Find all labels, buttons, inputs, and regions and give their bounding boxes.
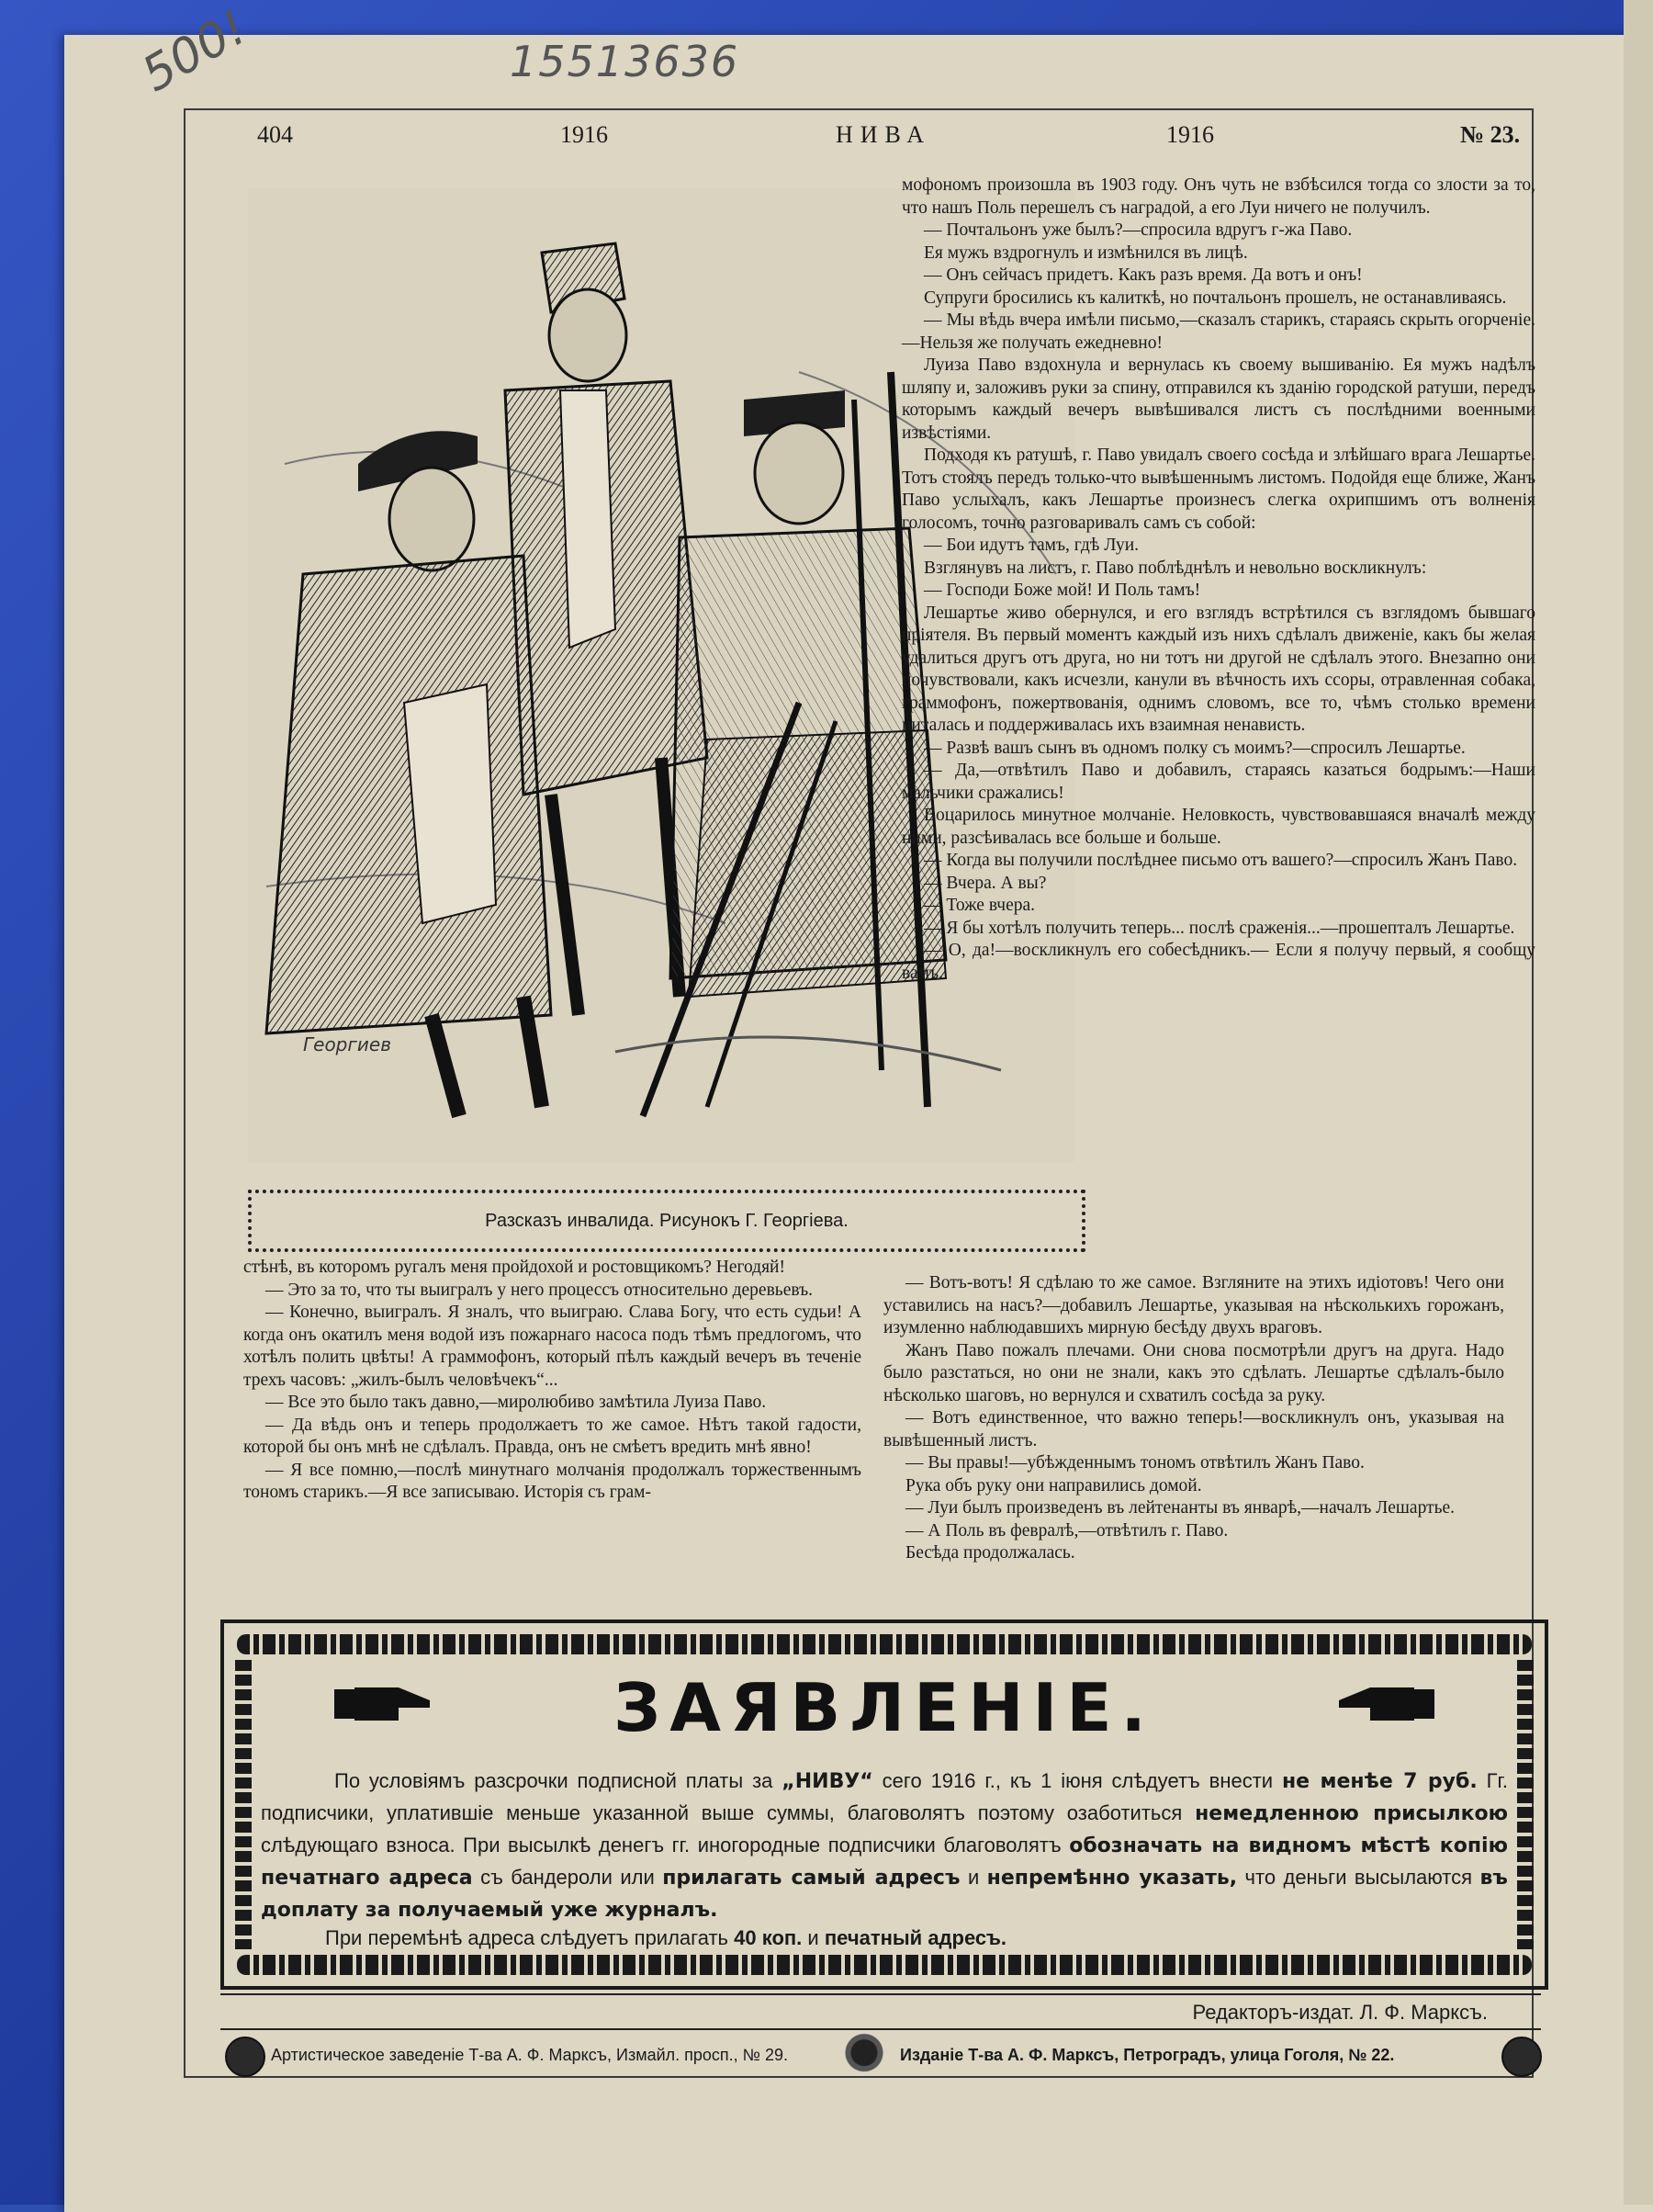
footer-rule-top [220,1993,1541,1995]
paragraph: — Луи былъ произведенъ въ лейтенанты въ январѣ,—началъ Лешартье. [905,1498,1456,1518]
text-column-right [902,175,1535,985]
paragraph: — Да вѣдь онъ и теперь продолжаетъ то же самое. Нѣтъ такой гадости, которой бы онъ мнѣ не сдѣлалъ. Правда, онъ не смѣетъ вредить мнѣ явно! [243,1415,861,1457]
page-number: 404 [257,121,293,148]
next-page-edge [1624,0,1653,2205]
ann-text-part: и [807,1926,819,1949]
subscription-announcement [220,1620,1548,1990]
chain-border-top [237,1634,1532,1654]
ann-text-part: съ бандероли или [480,1866,655,1889]
paragraph: Луиза Паво вздохнула и вернулась къ своему вышиванію. Ея мужъ надѣлъ шляпу и, заложивъ руки за спину, отправился къ зданію городской ратуши, передъ которымъ каждый вечеръ вывѣшивался листъ съ послѣдними военными извѣстіями. [902,356,1535,443]
paragraph: — Вотъ-вотъ! Я сдѣлаю то же самое. Взгляните на этихъ идіотовъ! Чего они уставились на насъ?—добавилъ Лешартье, указывая на нѣсколькихъ горожанъ, изумленно наблюдавшихъ мирную бесѣду двухъ враговъ. [883,1273,1504,1337]
text-column-bottom-right [883,1272,1504,1565]
ann-text-bold: 40 коп. [734,1926,803,1949]
paragraph: — Развѣ вашъ сынъ въ одномъ полку съ моимъ?—спросилъ Лешартье. [924,738,1466,758]
illustration-caption [248,1190,1085,1252]
publisher-seal-icon [225,2037,265,2077]
ann-text-part: По условіямъ разсрочки подписной платы за [334,1769,773,1792]
ann-text-part: сего 1916 г., къ 1 іюня слѣдуетъ внести [882,1769,1274,1792]
issue-number: № 23. [1460,121,1521,148]
paragraph: Воцарилось минутное молчаніе. Неловкость, чувствовавшаяся вначалѣ между ними, разсѣивалась все больше и больше. [902,806,1535,848]
header-year-left: 1916 [560,121,608,148]
ann-text-part: слѣдующаго взноса. При высылкѣ денегъ гг. иногородные подписчики благоволятъ [261,1834,1062,1856]
paragraph: — Господи Боже мой! И Поль тамъ! [924,581,1201,600]
ann-text-bold: немедленною присылкою [1195,1802,1508,1825]
publisher-seal-icon [1501,2037,1542,2077]
paragraph: Подходя къ ратушѣ, г. Паво увидалъ своего сосѣда и злѣйшаго врага Лешартье. Тотъ стоялъ передъ только-что вывѣшеннымъ листомъ. Подойдя еще ближе, Жанъ Паво услыхалъ, какъ Лешартье произнесъ слегка охрипшимъ отъ волненія голосомъ, точно разговаривалъ самъ съ собой: [902,446,1535,533]
paragraph: — Бои идутъ тамъ, гдѣ Луи. [924,536,1140,555]
page-header [257,121,1524,158]
paragraph: — Вотъ единственное, что важно теперь!—воскликнулъ онъ, указывая на вывѣшенный листъ. [883,1408,1504,1450]
ann-text-bold: не менѣе 7 руб. [1281,1770,1478,1793]
footer-printer: Артистическое заведеніе Т-ва А. Ф. Марксъ, Измайл. просп., № 29. [271,2046,789,2064]
paragraph: — О, да!—воскликнулъ его собесѣдникъ.— Если я получу первый, я сообщу вамъ. [902,941,1535,983]
footer-rule-bottom [220,2028,1541,2030]
paragraph: Лешартье живо обернулся, и его взглядъ встрѣтился съ взглядомъ бывшаго пріятеля. Въ первый моментъ каждый изъ нихъ сдѣлалъ движеніе, какъ бы желая удалиться другъ отъ друга, но ни тотъ ни другой не сдѣлалъ этого. Внезапно они почувствовали, какъ исчезли, канули въ вѣчность ихъ ссоры, отравленная собака, граммофонъ, пожертвованія, однимъ словомъ, все то, чѣмъ столько времени питалась и поддерживалась ихъ взаимная ненависть. [902,603,1535,735]
paragraph: — Я все помню,—послѣ минутнаго молчанія продолжалъ торжественнымъ тономъ старикъ.—Я все записываю. Исторія съ грам- [243,1460,861,1502]
paragraph: — Онъ сейчасъ придетъ. Какъ разъ время. Да вотъ и онъ! [924,265,1363,285]
ann-text-part: Гг. подписчики, уплатившіе меньше указанной выше суммы, благоволятъ поэтому озаботиться [261,1769,1508,1824]
paragraph: — Мы вѣдь вчера имѣли письмо,—сказалъ старикъ, стараясь скрыть огорченіе.—Нельзя же получать ежедневно! [902,310,1535,353]
imperial-eagle-icon [840,2033,888,2077]
paragraph: — Почтальонъ уже былъ?—спросила вдругъ г-жа Паво. [924,220,1353,240]
paragraph: — А Поль въ февралѣ,—отвѣтилъ г. Паво. [905,1520,1229,1540]
paragraph: Жанъ Паво пожалъ плечами. Они снова посмотрѣли другъ на друга. Надо было разстаться, но они не знали, какъ это сдѣлать. Лешартье сдѣлалъ-было нѣсколько шаговъ, но вернулся и схватилъ сосѣда за руку. [883,1340,1504,1405]
chain-border-bottom [237,1955,1532,1975]
ann-text-bold: „НИВУ“ [782,1770,873,1793]
ann-text-bold: печатный адресъ. [824,1926,1006,1949]
handwritten-number: 15513636 [510,37,740,86]
paragraph: мофономъ произошла въ 1903 году. Онъ чуть не взбѣсился тогда со злости за то, что нашъ Поль перешелъ съ наградой, а его Луи ничего не получилъ. [902,175,1535,218]
paragraph: — Когда вы получили послѣднее письмо отъ вашего?—спросилъ Жанъ Паво. [924,851,1518,870]
ann-text-bold: прилагать самый адресъ [662,1867,961,1890]
paragraph: Ея мужъ вздрогнулъ и измѣнился въ лицѣ. [924,243,1248,263]
pointing-hand-left-icon [1333,1680,1434,1728]
paragraph: — Тоже вчера. [924,896,1036,915]
ann-text-bold: обозначать на видномъ мѣстѣ копію печатнаго адреса [261,1834,1508,1890]
publisher-footer [225,2035,1538,2075]
ann-text-part: и [967,1866,980,1889]
text-column-bottom-left [243,1257,861,1505]
caption-text: Разсказъ инвалида. Рисунокъ Г. Георгіева. [485,1210,849,1231]
ann-text-bold: непремѣнно указать, [986,1867,1238,1890]
announcement-footnote [325,1926,1006,1950]
handwritten-price: 500! [133,0,257,103]
paragraph: — Я бы хотѣлъ получить теперь... послѣ сраженія...—прошепталъ Лешартье. [924,918,1515,938]
announcement-title: ЗАЯВЛЕНІЕ. [613,1669,1155,1746]
announcement-text [261,1766,1508,1926]
paragraph: Бесѣда продолжалась. [905,1543,1075,1563]
paragraph: — Это за то, что ты выигралъ у него процессъ относительно деревьевъ. [265,1280,814,1300]
footer-publisher: Изданіе Т-ва А. Ф. Марксъ, Петроградъ, улица Гоголя, № 22. [900,2046,1395,2064]
paragraph: — Вчера. А вы? [924,873,1047,893]
magazine-title: НИВА [836,121,932,148]
ann-text-part: При перемѣнѣ адреса слѣдуетъ прилагать [325,1926,729,1949]
paragraph: стѣнѣ, въ которомъ ругалъ меня пройдохой и ростовщикомъ? Негодяй! [243,1258,785,1277]
paragraph: Супруги бросились къ калиткѣ, но почтальонъ прошелъ, не останавливаясь. [924,288,1507,308]
paragraph: — Да,—отвѣтилъ Паво и добавилъ, стараясь казаться бодрымъ:—Наши мальчики сражались! [902,761,1535,803]
ann-text-bold: въ доплату за получаемый уже журналъ. [261,1867,1508,1922]
paragraph: — Конечно, выигралъ. Я зналъ, что выиграю. Слава Богу, что есть судьи! А когда онъ окатилъ меня водой изъ пожарнаго насоса подъ тѣмъ предлогомъ, что хотѣлъ полить цвѣты! А граммофонъ, который пѣлъ каждый вечеръ въ теченіе трехъ часовъ: „жилъ-былъ человѣчекъ“... [243,1303,861,1390]
illustration-signature: Георгиев [303,1033,391,1055]
paragraph: — Все это было такъ давно,—миролюбиво замѣтила Луиза Паво. [265,1393,767,1412]
paragraph: Взглянувъ на листъ, г. Паво поблѣднѣлъ и невольно воскликнулъ: [924,558,1427,578]
editor-line: Редакторъ-издат. Л. Ф. Марксъ. [1192,2001,1488,2024]
ann-text-part: что деньги высылаются [1244,1866,1473,1889]
header-year-right: 1916 [1166,121,1214,148]
paragraph: — Вы правы!—убѣжденнымъ тономъ отвѣтилъ Жанъ Паво. [905,1453,1365,1473]
paragraph: Рука объ руку они направились домой. [905,1475,1202,1495]
